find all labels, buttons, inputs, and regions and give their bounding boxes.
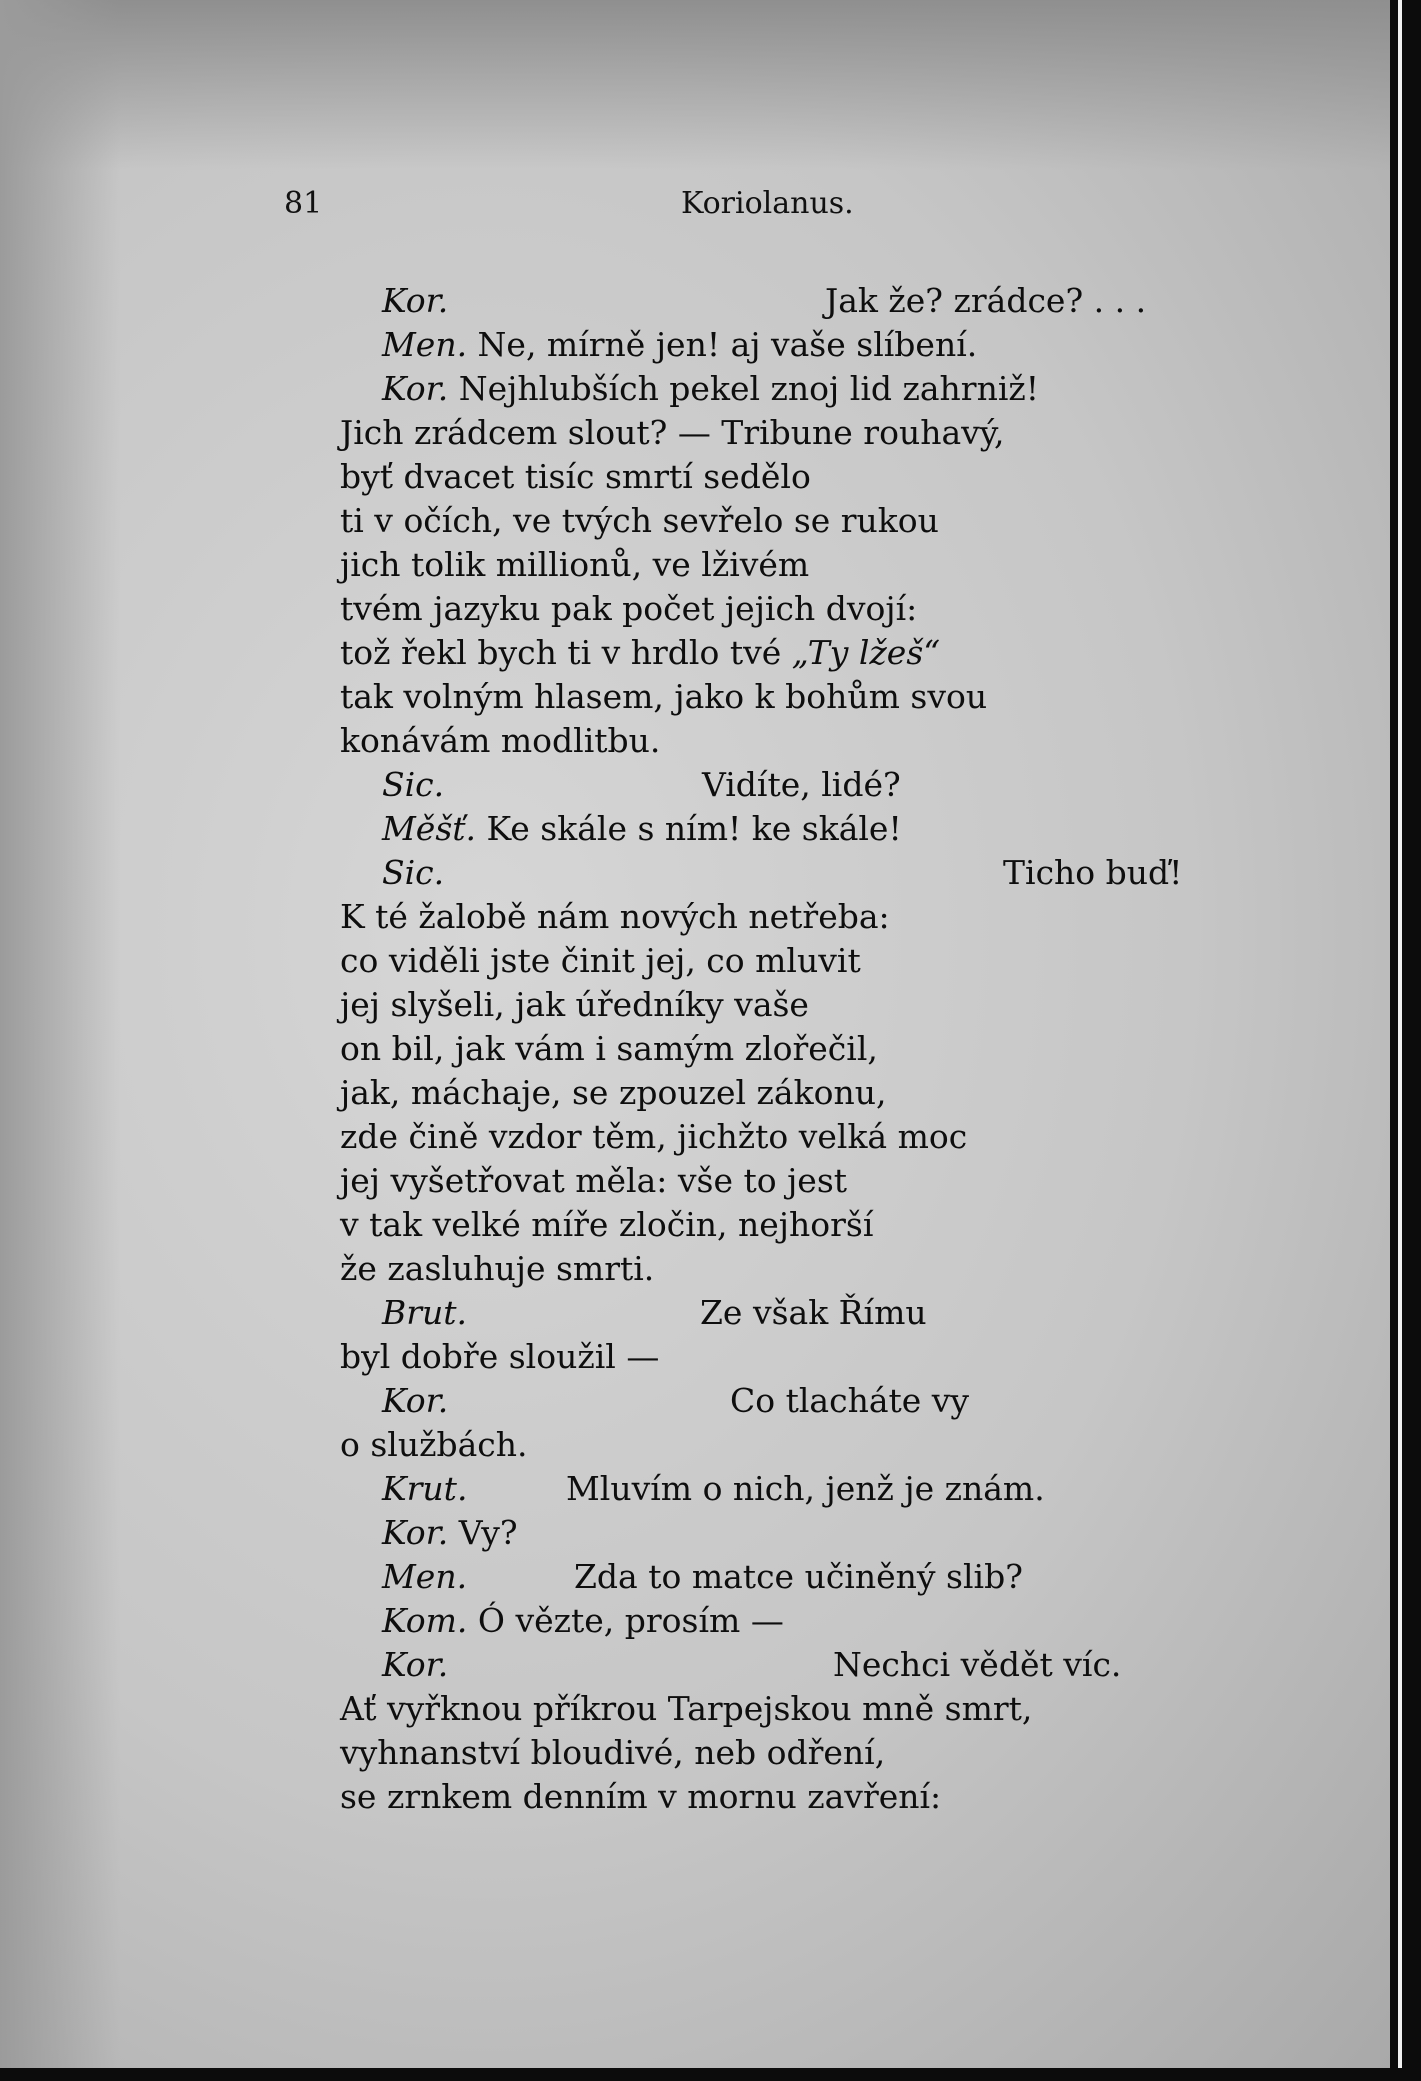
verse-line <box>340 1204 873 1246</box>
verse-line <box>340 1248 654 1290</box>
speaker-name: Kom. <box>382 1601 468 1640</box>
line-text: tvém jazyku pak počet jejich dvojí: <box>340 589 918 628</box>
verse-line <box>340 632 940 674</box>
verse-line <box>382 1468 467 1510</box>
line-continuation: Zda to matce učiněný slib? <box>574 1557 1023 1596</box>
verse-line <box>340 896 890 938</box>
line-continuation: Ze však Římu <box>700 1293 927 1332</box>
speaker-name: Brut. <box>382 1293 468 1332</box>
line-text: ti v očích, ve tvých sevřelo se rukou <box>340 501 939 540</box>
line-continuation: Mluvím o nich, jenž je znám. <box>566 1469 1045 1508</box>
verse-line <box>340 676 987 718</box>
verse-line <box>382 324 977 366</box>
verse-line <box>340 1732 885 1774</box>
verse-line <box>340 984 809 1026</box>
verse-line <box>382 852 444 894</box>
line-continuation: Ticho buď! <box>1003 853 1183 892</box>
line-continuation: Vidíte, lidé? <box>702 765 901 804</box>
line-text: jak, máchaje, se zpouzel zákonu, <box>340 1073 887 1112</box>
speaker-name: Kor. <box>382 369 449 408</box>
verse-line <box>340 412 1005 454</box>
line-text: Jich zrádcem slout? — Tribune rouhavý, <box>340 413 1005 452</box>
verse-line <box>340 1072 886 1114</box>
speaker-name: Kor. <box>382 281 449 320</box>
line-text: konávám modlitbu. <box>340 721 661 760</box>
verse-line <box>382 808 902 850</box>
verse-line <box>340 1688 1032 1730</box>
speaker-name: Men. <box>382 325 468 364</box>
verse-line <box>382 280 448 322</box>
running-title: Koriolanus. <box>681 186 854 221</box>
verse-line <box>340 1336 659 1378</box>
line-continuation: Co tlacháte vy <box>730 1381 970 1420</box>
verse-line <box>340 1424 528 1466</box>
verse-line <box>340 1116 967 1158</box>
line-text: byl dobře sloužil — <box>340 1337 660 1376</box>
speaker-name: Krut. <box>382 1469 468 1508</box>
verse-line <box>340 588 917 630</box>
speaker-name: Kor. <box>382 1513 449 1552</box>
verse-line <box>382 1600 784 1642</box>
verse-line <box>382 368 1039 410</box>
line-text: zde čině vzdor těm, jichžto velká moc <box>340 1117 968 1156</box>
line-text: K té žalobě nám nových netřeba: <box>340 897 890 936</box>
line-text: byť dvacet tisíc smrtí sedělo <box>340 457 811 496</box>
line-text: Nejhlubších pekel znoj lid zahrniž! <box>448 369 1040 408</box>
speaker-name: Kor. <box>382 1645 449 1684</box>
line-text: Ne, mírně jen! aj vaše slíbení. <box>467 325 978 364</box>
line-continuation: Nechci vědět víc. <box>833 1645 1122 1684</box>
quoted-text: „Ty lžeš“ <box>791 633 941 672</box>
line-text: že zasluhuje smrti. <box>340 1249 655 1288</box>
speaker-name: Sic. <box>382 853 445 892</box>
verse-line <box>340 1028 878 1070</box>
verse-line <box>382 1380 448 1422</box>
verse-line <box>382 1644 448 1686</box>
verse-line <box>382 1292 467 1334</box>
line-text: Vy? <box>448 1513 518 1552</box>
page-number: 81 <box>284 186 323 221</box>
line-text: jich tolik millionů, ve lživém <box>340 545 810 584</box>
verse-line <box>382 764 444 806</box>
line-text: Ať vyřknou příkrou Tarpejskou mně smrt, <box>340 1689 1033 1728</box>
line-text: co viděli jste činit jej, co mluvit <box>340 941 861 980</box>
verse-line <box>340 720 660 762</box>
scan-edge <box>1390 0 1421 2081</box>
line-continuation: Jak že? zrádce? . . . <box>825 281 1147 320</box>
line-text: v tak velké míře zločin, nejhorší <box>340 1205 874 1244</box>
line-text: on bil, jak vám i samým zlořečil, <box>340 1029 878 1068</box>
verse-line <box>382 1556 467 1598</box>
line-text: o službách. <box>340 1425 528 1464</box>
verse-line <box>340 456 811 498</box>
verse-line <box>340 940 861 982</box>
speaker-name: Men. <box>382 1557 468 1596</box>
verse-line <box>382 1512 518 1554</box>
verse-line <box>340 500 939 542</box>
line-text: Ó vězte, prosím — <box>467 1601 784 1640</box>
line-text: se zrnkem denním v mornu zavření: <box>340 1777 942 1816</box>
speaker-name: Kor. <box>382 1381 449 1420</box>
line-text: vyhnanství bloudivé, neb odření, <box>340 1733 886 1772</box>
verse-line <box>340 544 809 586</box>
line-text: Ke skále s ním! ke skále! <box>476 809 902 848</box>
line-text: jej vyšetřovat měla: vše to jest <box>340 1161 848 1200</box>
verse-line <box>340 1776 941 1818</box>
speaker-name: Sic. <box>382 765 445 804</box>
scan-bottom-edge <box>0 2068 1421 2081</box>
line-text: tak volným hlasem, jako k bohům svou <box>340 677 988 716</box>
speaker-name: Měšť. <box>382 809 477 848</box>
verse-line <box>340 1160 847 1202</box>
line-text: tož řekl bych ti v hrdlo tvé <box>340 633 792 672</box>
line-text: jej slyšeli, jak úředníky vaše <box>340 985 809 1024</box>
